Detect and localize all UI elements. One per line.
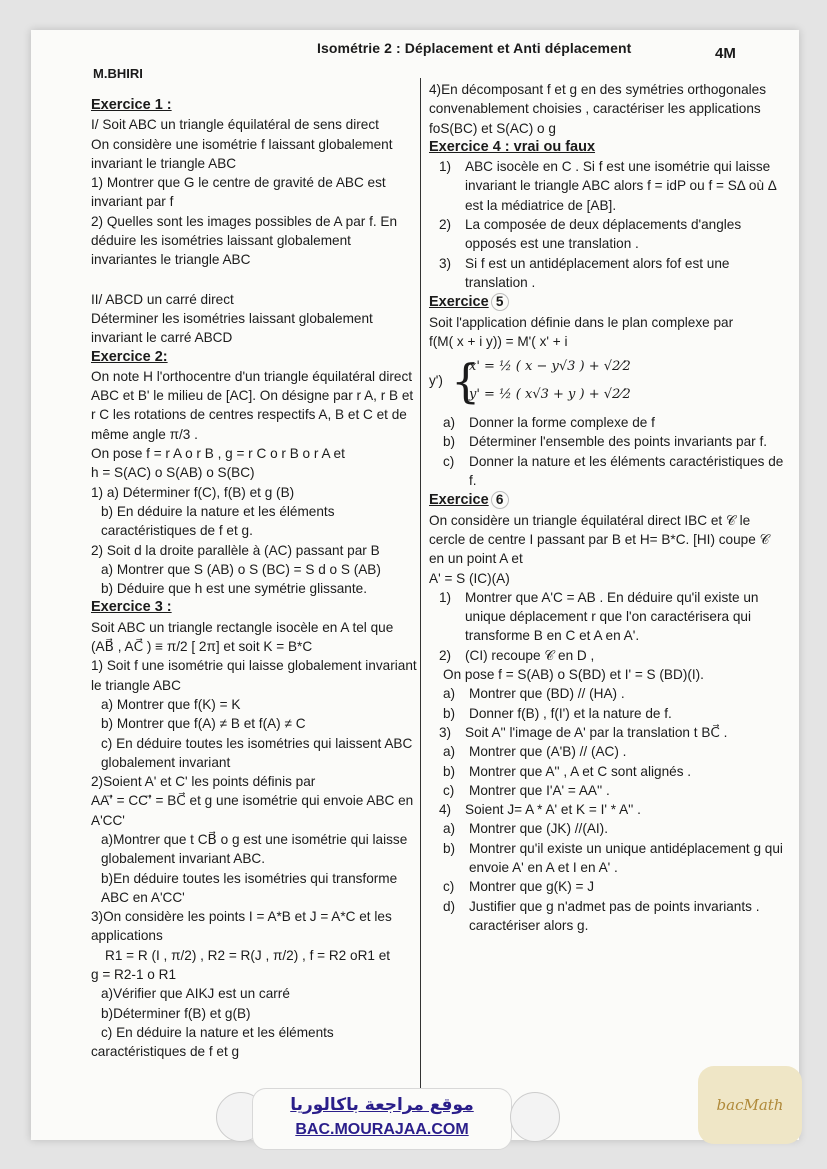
text-line: g = R2-1 o R1	[91, 967, 177, 983]
exercise-title	[429, 490, 785, 510]
exercise-title: Exercice 3 :	[91, 599, 172, 616]
question-marker: 4)	[439, 802, 452, 818]
text-line: 1) Montrer que G le centre de gravité de ABC est invariant par f	[91, 175, 386, 210]
question-text: Donner la nature et les éléments caractéristiques de f.	[469, 453, 784, 489]
lettered-question	[429, 413, 785, 432]
text-line: On pose f = r A o r B , g = r C o r B o r A et	[91, 446, 345, 462]
lettered-question	[429, 839, 785, 878]
document-title: Isométrie 2 : Déplacement et Anti déplacement	[317, 40, 632, 56]
text-line: c) En déduire la nature et les éléments	[101, 1024, 334, 1040]
text-line: On pose f = S(AB) o S(BD) et I' = S (BD)(I).	[443, 667, 704, 683]
question-marker: b)	[443, 763, 456, 779]
lettered-question	[429, 762, 785, 781]
arabic-site-name[interactable]: موقع مراجعة باكالوريا	[290, 1095, 474, 1115]
text-line: b) En déduire la nature et les éléments caractéristiques de f et g.	[101, 503, 335, 539]
equation-system	[429, 353, 785, 411]
exercise-title	[429, 292, 785, 312]
text-line: a) Montrer que S (AB) o S (BC) = S d o S (AB)	[101, 561, 381, 577]
text-line: 2) Quelles sont les images possibles de A par f. En déduire les isométries laissant globalement invariantes le triangle ABC	[91, 213, 398, 268]
site-banner[interactable]	[252, 1088, 512, 1150]
exercise-title: Exercice 4 : vrai ou faux	[429, 138, 596, 155]
question-marker: c)	[443, 879, 455, 895]
question-text: Soient J= A * A' et K = I' * A'' .	[465, 802, 641, 818]
question-marker: a)	[443, 821, 456, 837]
text-line: a) Montrer que f(K) = K	[101, 696, 241, 712]
equation-x: x' = ½ ( x − y√3 ) + √2⁄2	[469, 359, 631, 375]
question-text: Montrer que g(K) = J	[469, 879, 595, 895]
right-column-bottom	[429, 413, 785, 935]
lettered-question	[429, 684, 785, 703]
text-line: c) En déduire toutes les isométries qui laissent ABC globalement invariant	[101, 735, 413, 770]
spacer	[91, 270, 417, 290]
question-text: Montrer que I'A' = AA'' .	[469, 782, 610, 798]
right-column-top	[429, 80, 785, 351]
question-marker: 2)	[439, 217, 452, 233]
text-line: On note H l'orthocentre d'un triangle équilatéral direct ABC et B' le milieu de [AC]. On désigne par r A, r B et r C les rotations de centres respectifs A, B et C et de même angle π/3 .	[91, 368, 414, 442]
text-line: b)En déduire toutes les isométries qui transforme ABC en A'CC'	[101, 870, 398, 905]
question-text: Montrer que A'' , A et C sont alignés .	[469, 763, 692, 779]
question-marker: 1)	[439, 589, 452, 605]
lettered-question	[429, 781, 785, 800]
text-line: A' = S (IC)(A)	[429, 570, 510, 586]
system-prefix: y')	[429, 373, 443, 389]
question-marker: 3)	[439, 255, 452, 271]
question-text: Donner f(B) , f(I') et la nature de f.	[469, 705, 672, 721]
text-line: f(M( x + i y)) = M'( x' + i	[429, 333, 568, 349]
lettered-question	[429, 742, 785, 761]
question-text: Donner la forme complexe de f	[469, 415, 655, 431]
exercise-title: Exercice 1 :	[91, 97, 172, 113]
text-line: b) Montrer que f(A) ≠ B et f(A) ≠ C	[101, 716, 306, 732]
left-column	[91, 96, 417, 1062]
text-line: b) Déduire que h est une symétrie glissante.	[101, 581, 367, 597]
question-marker: b)	[443, 434, 456, 450]
question-text: Montrer qu'il existe un unique antidéplacement g qui envoie A' en A et I en A' .	[469, 840, 783, 875]
numbered-question	[429, 800, 785, 819]
text-line: caractéristiques de f et g	[91, 1044, 240, 1060]
numbered-question	[429, 723, 785, 742]
text-line: 2)Soient A' et C' les points définis par	[91, 774, 316, 790]
text-line: Déterminer les isométries laissant globalement invariant le carré ABCD	[91, 310, 373, 346]
text-line: 4)En décomposant f et g en des symétries orthogonales convenablement choisies , caractériser les applications foS(BC) et S(AC) o g	[429, 82, 767, 136]
numbered-question	[429, 646, 785, 665]
exercise-number: 6	[491, 491, 509, 509]
question-text: Soit A'' l'image de A' par la translation t BC⃗ .	[465, 724, 728, 740]
text-line: a)Vérifier que AIKJ est un carré	[101, 986, 290, 1002]
numbered-question	[429, 254, 785, 293]
question-text: Justifier que g n'admet pas de points invariants . caractériser alors g.	[469, 898, 760, 933]
question-marker: b)	[443, 840, 456, 856]
question-text: ABC isocèle en C . Si f est une isométrie qui laisse invariant le triangle ABC alors f = idP ou f = SΔ où Δ est la médiatrice de [AB].	[465, 159, 777, 213]
question-text: Montrer que (JK) //(AI).	[469, 821, 608, 837]
question-marker: c)	[443, 782, 455, 798]
text-line: 1) a) Déterminer f(C), f(B) et g (B)	[91, 484, 295, 500]
right-column	[429, 80, 785, 935]
text-line: b)Déterminer f(B) et g(B)	[101, 1005, 251, 1021]
question-marker: 3)	[439, 724, 452, 740]
right-logo-icon	[510, 1092, 560, 1142]
system-brace: {	[451, 354, 481, 409]
lettered-question	[429, 704, 785, 723]
equation-y: y' = ½ ( x√3 + y ) + √2⁄2	[469, 387, 631, 403]
site-url[interactable]: BAC.MOURAJAA.COM	[295, 1121, 469, 1138]
text-line: On considère un triangle équilatéral direct IBC et 𝒞 le cercle de centre I passant par B et H= B*C. [HI) coupe 𝒞 en un point A et	[429, 512, 770, 567]
text-line: 3)On considère les points I = A*B et J = A*C et les applications	[91, 909, 392, 944]
question-text: (CI) recoupe 𝒞 en D ,	[465, 647, 595, 663]
question-text: Montrer que (A'B) // (AC) .	[469, 744, 627, 760]
exam-sheet	[31, 30, 799, 1140]
question-marker: a)	[443, 415, 456, 431]
question-marker: 1)	[439, 159, 452, 175]
text-line: 1) Soit f une isométrie qui laisse globalement invariant le triangle ABC	[91, 658, 417, 693]
lettered-question	[429, 877, 785, 896]
lettered-question	[429, 452, 785, 491]
question-text: Déterminer l'ensemble des points invariants par f.	[469, 434, 768, 450]
exercise-title-text: Exercice	[429, 294, 489, 311]
lettered-question	[429, 432, 785, 451]
text-line: II/ ABCD un carré direct	[91, 291, 234, 307]
level-label: 4M	[715, 45, 736, 62]
text-line: h = S(AC) o S(AB) o S(BC)	[91, 465, 255, 481]
numbered-question	[429, 157, 785, 215]
exercise-title: Exercice 2:	[91, 348, 168, 365]
question-marker: d)	[443, 898, 456, 914]
text-line: Soit l'application définie dans le plan complexe par	[429, 314, 734, 330]
text-line: I/ Soit ABC un triangle équilatéral de sens direct	[91, 117, 379, 133]
lettered-question	[429, 897, 785, 936]
text-line: 2) Soit d la droite parallèle à (AC) passant par B	[91, 542, 380, 558]
question-text: Montrer que A'C = AB . En déduire qu'il existe un unique déplacement r que l'on caractérisera qui transforme B en C et A en A'.	[465, 589, 759, 644]
text-line: R1 = R (I , π/2) , R2 = R(J , π/2) , f = R2 oR1 et	[105, 947, 391, 963]
lettered-question	[429, 819, 785, 838]
author-name: M.BHIRI	[93, 66, 143, 81]
question-marker: 2)	[439, 647, 452, 663]
numbered-question	[429, 215, 785, 254]
text-line: a)Montrer que t CB⃗ o g est une isométrie qui laisse globalement invariant ABC.	[101, 831, 408, 867]
question-text: La composée de deux déplacements d'angles opposés est une translation .	[465, 217, 742, 252]
question-text: Montrer que (BD) // (HA) .	[469, 686, 625, 702]
numbered-question	[429, 588, 785, 646]
question-marker: c)	[443, 453, 455, 469]
text-line: AA'⃗ = CC'⃗ = BC⃗ et g une isométrie qui envoie ABC en A'CC'	[91, 793, 414, 828]
question-text: Si f est un antidéplacement alors fof est une translation .	[465, 255, 730, 290]
exercise-title-text: Exercice	[429, 492, 489, 509]
question-marker: a)	[443, 686, 456, 702]
bacmath-badge: bacMath	[698, 1066, 802, 1144]
text-line: On considère une isométrie f laissant globalement invariant le triangle ABC	[91, 136, 393, 171]
exercise-number: 5	[491, 293, 509, 311]
text-line: Soit ABC un triangle rectangle isocèle en A tel que (AB⃗ , AC⃗ ) ≡ π/2 [ 2π] et soit K = B*C	[91, 619, 394, 655]
question-marker: b)	[443, 705, 456, 721]
column-divider	[420, 78, 421, 1138]
question-marker: a)	[443, 744, 456, 760]
